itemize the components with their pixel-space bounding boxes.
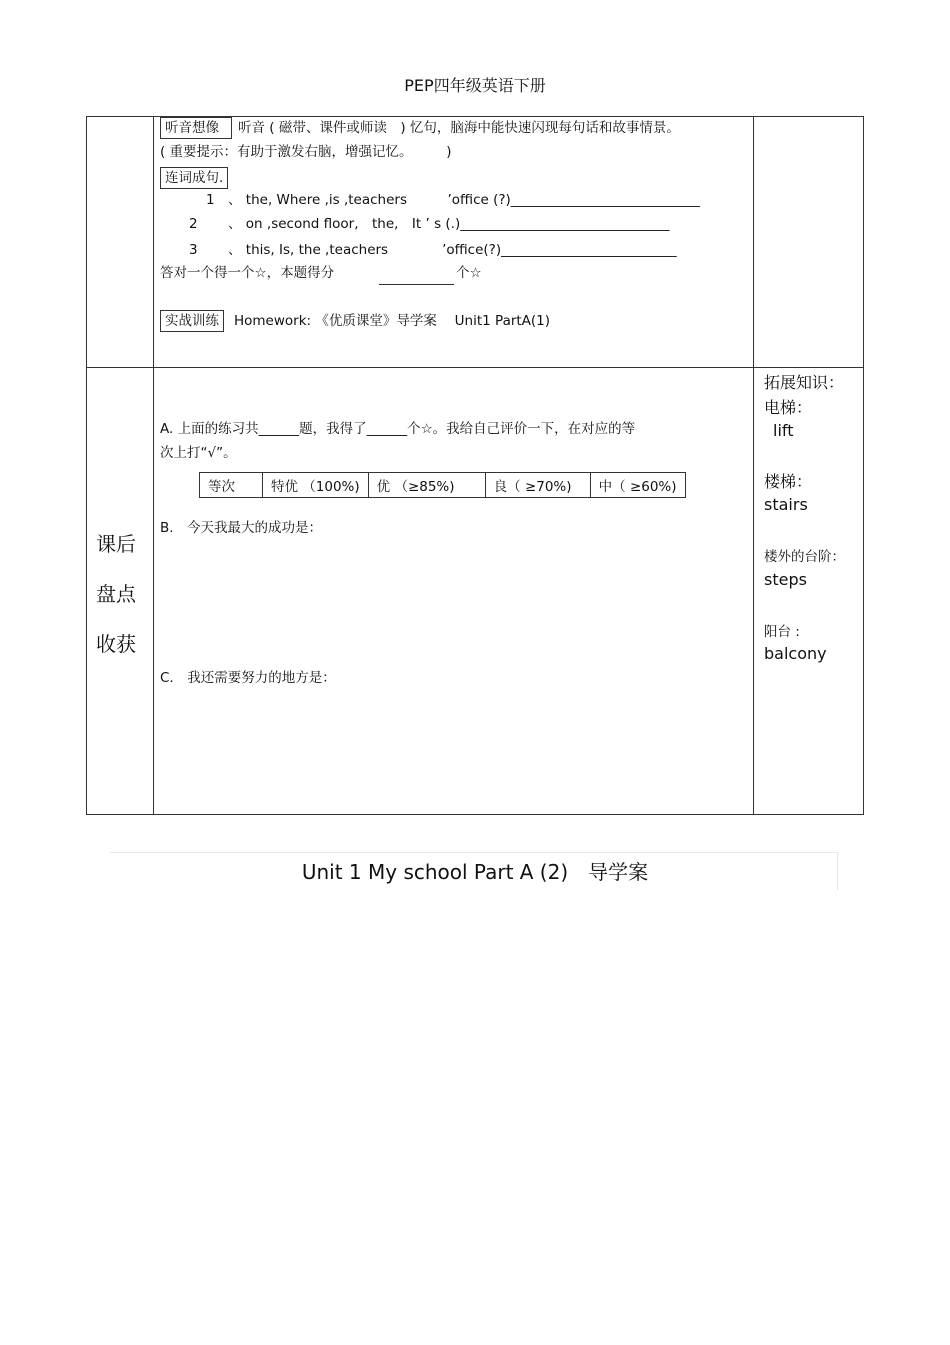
table-border-left <box>86 116 87 815</box>
sentence-item-3-number: 3 <box>189 242 198 258</box>
table-border-col1 <box>153 116 154 815</box>
hint-text: ( 重要提示：有助于激发右脑，增强记忆。 ) <box>160 144 452 160</box>
sidebar-item-stairs-en: stairs <box>764 495 808 514</box>
table-border-right <box>863 116 864 815</box>
sidebar-item-steps-cn: 楼外的台阶： <box>764 549 845 565</box>
score-prefix: 答对一个得一个☆，本题得分 <box>160 265 335 281</box>
improvement-prompt: C. 我还需要努力的地方是： <box>160 670 336 686</box>
connect-label: 连词成句. <box>160 167 228 189</box>
sidebar-item-steps-en: steps <box>764 570 807 589</box>
grade-cell-excellent[interactable]: 优 （≥85%) <box>368 473 485 498</box>
listen-text: 听音 ( 磁带、课件或师读 ) 忆句，脑海中能快速闪现每句话和故事情景。 <box>238 120 680 136</box>
sentence-item-1-number: 1 <box>206 192 215 208</box>
grade-cell-good[interactable]: 良（ ≥70%) <box>485 473 590 498</box>
grade-cell-excellent-plus[interactable]: 特优 （100%) <box>263 473 369 498</box>
grade-table <box>199 472 686 498</box>
self-evaluation-line-1: A. 上面的练习共______题，我得了______个☆。我给自己评价一下，在对应的等 <box>160 421 636 437</box>
sidebar-item-stairs-cn: 楼梯： <box>764 472 813 491</box>
table-border-bottom <box>86 814 864 815</box>
page-title: PEP四年级英语下册 <box>404 76 546 95</box>
sentence-item-1: 、 the, Where ,is ,teachers ’office (?)____________________________ <box>228 192 700 208</box>
score-suffix: 个☆ <box>456 265 482 281</box>
review-label-line-2: 盘点 <box>96 582 136 606</box>
biggest-success-prompt: B. 今天我最大的成功是： <box>160 520 323 536</box>
review-label-line-3: 收获 <box>96 632 136 656</box>
sidebar-item-elevator-cn: 电梯： <box>764 398 813 417</box>
sidebar-item-balcony-cn: 阳台 : <box>764 624 800 640</box>
practice-label: 实战训练 <box>160 310 224 332</box>
sidebar-title: 拓展知识： <box>764 373 845 392</box>
sidebar-item-elevator-en: lift <box>773 421 794 440</box>
grade-row <box>200 473 686 498</box>
sentence-item-2-number: 2 <box>189 216 198 232</box>
next-lesson-title: Unit 1 My school Part A (2) 导学案 <box>301 860 649 884</box>
sentence-item-2: 、 on ,second floor, the, It ’ s (.)_______________________________ <box>228 216 670 232</box>
table-border-col2 <box>753 116 754 815</box>
grade-cell-pass[interactable]: 中（ ≥60%) <box>590 473 685 498</box>
sidebar-item-balcony-en: balcony <box>764 644 827 663</box>
table-border-middle <box>86 367 864 368</box>
self-evaluation-line-2: 次上打“√”。 <box>160 445 237 461</box>
grade-cell-header: 等次 <box>200 473 263 498</box>
review-label-line-1: 课后 <box>96 532 136 556</box>
sentence-item-3: 、 this, Is, the ,teachers ’office(?)__________________________ <box>228 242 677 258</box>
footer-divider <box>110 852 838 853</box>
homework-text: Homework: 《优质课堂》导学案 Unit1 PartA(1) <box>234 313 551 329</box>
listen-label: 听音想像 <box>160 117 232 139</box>
score-blank[interactable] <box>379 268 454 285</box>
